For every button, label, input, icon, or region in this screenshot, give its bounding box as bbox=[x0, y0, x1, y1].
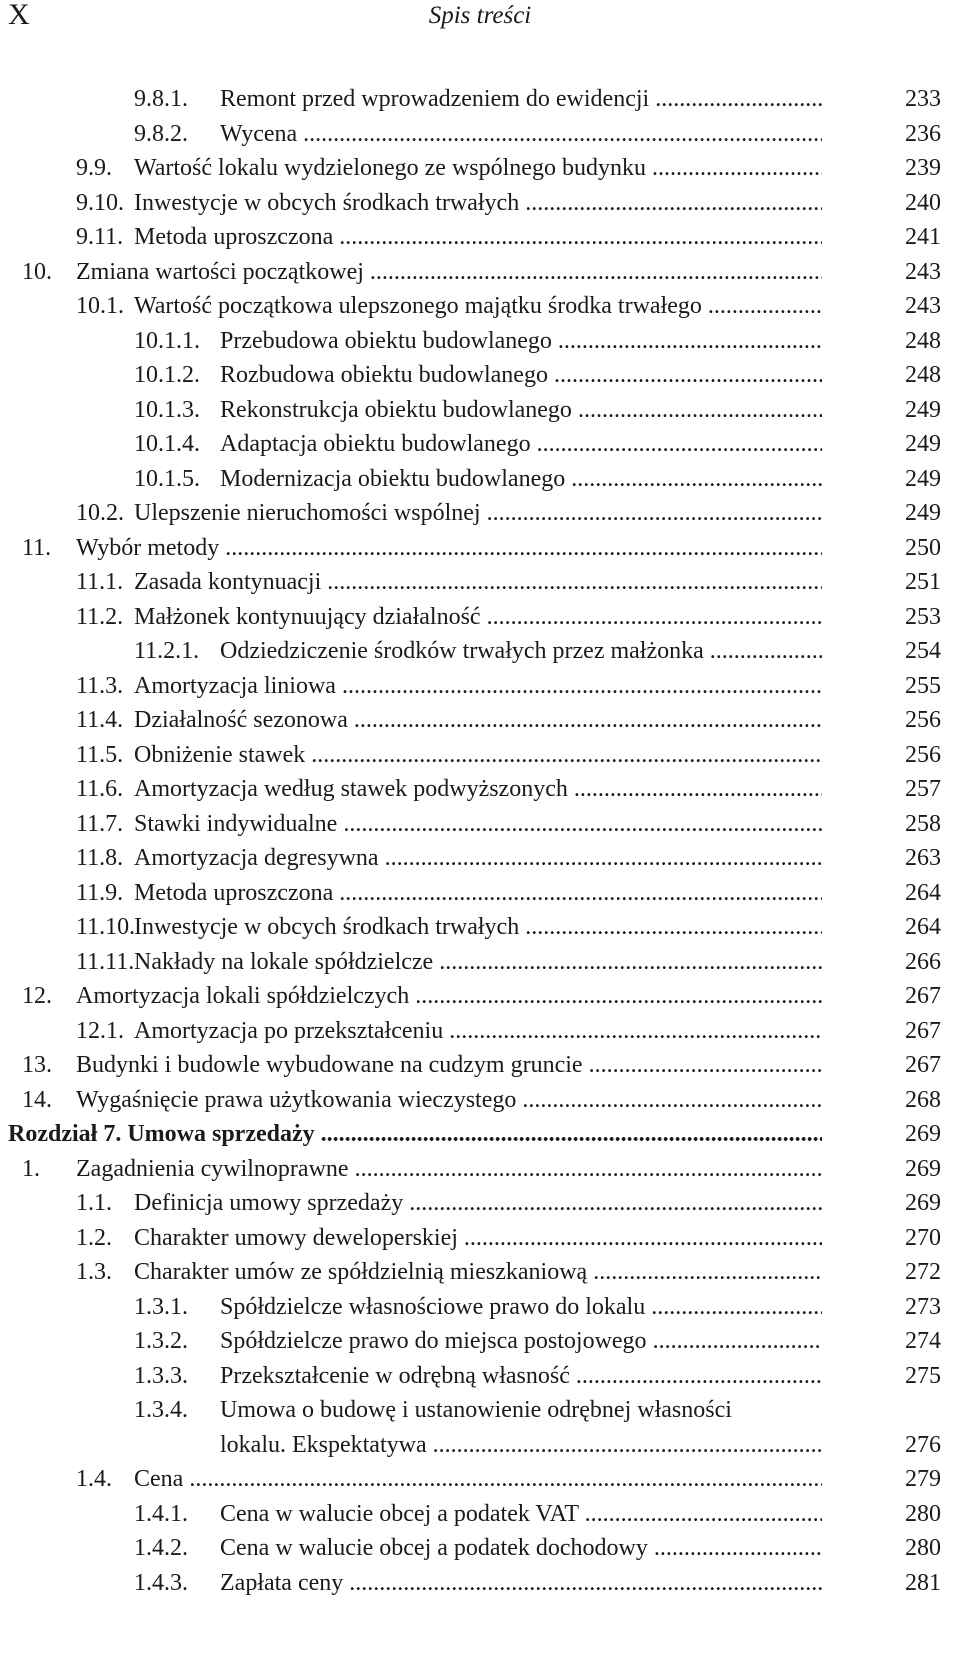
toc-entry-page: 258 bbox=[905, 810, 941, 837]
toc-entry-title: Działalność sezonowa ..... bbox=[134, 703, 822, 738]
toc-entry-number: 11.6. bbox=[76, 776, 124, 802]
toc-entry-title: Cena w walucie obcej a podatek VAT ..... bbox=[220, 1497, 822, 1532]
toc-entry bbox=[0, 117, 960, 152]
toc-entry bbox=[0, 1462, 960, 1497]
toc-entry-title: Wygaśnięcie prawa użytkowania wieczystego ..... bbox=[76, 1083, 822, 1118]
toc-entry bbox=[0, 1186, 960, 1221]
toc-entry-number: 1.4.2. bbox=[134, 1535, 188, 1561]
toc-entry bbox=[0, 186, 960, 221]
toc-entry-number: 1.1. bbox=[76, 1190, 112, 1216]
toc-entry bbox=[0, 1393, 960, 1462]
toc-entry-page: 267 bbox=[905, 1017, 941, 1044]
toc-entry-page: 240 bbox=[905, 189, 941, 216]
toc-entry-page: 243 bbox=[905, 258, 941, 285]
toc-entry-number: 11.11. bbox=[76, 948, 135, 975]
toc-entry-page: 276 bbox=[905, 1431, 941, 1458]
toc-entry-page: 275 bbox=[905, 1362, 941, 1389]
page-header bbox=[0, 0, 960, 40]
toc-entry bbox=[0, 255, 960, 290]
toc-entry bbox=[0, 1290, 960, 1325]
toc-entry bbox=[0, 393, 960, 428]
toc-entry-title: Wybór metody ..... bbox=[76, 531, 822, 566]
toc-entry bbox=[0, 1324, 960, 1359]
toc-entry-page: 274 bbox=[905, 1328, 941, 1354]
toc-entry-page: 267 bbox=[905, 983, 941, 1009]
toc-entry-title: Małżonek kontynuujący działalność ..... bbox=[134, 600, 822, 635]
toc-entry-title: Metoda uproszczona ..... bbox=[134, 876, 822, 911]
toc-entry bbox=[0, 600, 960, 635]
toc-entry-page: 256 bbox=[905, 707, 941, 733]
toc-entry-title: Charakter umów ze spółdzielnią mieszkaniową ..... bbox=[134, 1255, 822, 1290]
toc-entry-number: 11.1. bbox=[76, 569, 124, 595]
toc-entry bbox=[0, 427, 960, 462]
toc-entry-title: Cena ..... bbox=[134, 1462, 822, 1497]
running-title: Spis treści bbox=[428, 2, 532, 29]
toc-entry-number: 10.2. bbox=[76, 500, 124, 526]
toc-entry-number: 10.1.3. bbox=[134, 396, 200, 423]
toc-entry-title: Budynki i budowle wybudowane na cudzym gruncie ..... bbox=[76, 1048, 822, 1083]
toc-entry-title: Rekonstrukcja obiektu budowlanego ..... bbox=[220, 393, 822, 428]
toc-entry-title: Amortyzacja lokali spółdzielczych ..... bbox=[76, 979, 822, 1014]
toc-entry-title: Inwestycje w obcych środkach trwałych ..... bbox=[134, 910, 822, 945]
toc-entry-page: 250 bbox=[905, 534, 941, 561]
toc-entry-page: 263 bbox=[905, 845, 941, 871]
toc-entry-page: 253 bbox=[905, 603, 941, 630]
toc-entry-number: 14. bbox=[22, 1086, 52, 1113]
toc-entry-page: 249 bbox=[905, 396, 941, 423]
toc-entry-number: 11. bbox=[22, 534, 52, 561]
toc-entry bbox=[0, 772, 960, 807]
toc-entry-title: Definicja umowy sprzedaży ..... bbox=[134, 1186, 822, 1221]
toc-entry bbox=[0, 807, 960, 842]
toc-entry-number: 9.10. bbox=[76, 189, 124, 216]
toc-entry-title: Charakter umowy deweloperskiej ..... bbox=[134, 1221, 822, 1256]
toc-entry-title: Zmiana wartości początkowej ..... bbox=[76, 255, 822, 290]
toc-entry-title: Amortyzacja według stawek podwyższonych ..... bbox=[134, 772, 822, 807]
toc-entry bbox=[0, 462, 960, 497]
toc-entry bbox=[0, 358, 960, 393]
toc-entry-title: Amortyzacja po przekształceniu ..... bbox=[134, 1014, 822, 1049]
toc-entry-page: 280 bbox=[905, 1500, 941, 1527]
toc-entry-number: 1.4.3. bbox=[134, 1569, 188, 1596]
toc-entry-page: 273 bbox=[905, 1293, 941, 1320]
toc-entry bbox=[0, 945, 960, 980]
toc-entry-page: 264 bbox=[905, 914, 941, 940]
toc-entry-title: Amortyzacja degresywna ..... bbox=[134, 841, 822, 876]
toc-entry-number: 10.1.1. bbox=[134, 327, 200, 354]
toc-entry-number: 10.1.2. bbox=[134, 362, 200, 388]
toc-entry-title: Spółdzielcze prawo do miejsca postojowego ..... bbox=[220, 1324, 822, 1359]
toc-entry-title: Modernizacja obiektu budowlanego ..... bbox=[220, 462, 822, 497]
toc-entry-number: 11.3. bbox=[76, 672, 124, 699]
toc-entry bbox=[0, 151, 960, 186]
toc-entry bbox=[0, 669, 960, 704]
toc-entry-title: Przebudowa obiektu budowlanego ..... bbox=[220, 324, 822, 359]
toc-entry-number: 13. bbox=[22, 1052, 52, 1078]
toc-entry-title: Odziedziczenie środków trwałych przez małżonka ..... bbox=[220, 634, 822, 669]
toc-entry-title: Adaptacja obiektu budowlanego ..... bbox=[220, 427, 822, 462]
toc-entry-title-continued: lokalu. Ekspektatywa ..... bbox=[220, 1428, 822, 1463]
toc-entry-page: 249 bbox=[905, 431, 941, 457]
toc-entry bbox=[0, 1117, 960, 1152]
chapter-title: Rozdział 7. Umowa sprzedaży ..... bbox=[8, 1117, 822, 1152]
toc-entry-title: Wartość lokalu wydzielonego ze wspólnego budynku ..... bbox=[134, 151, 822, 186]
toc-entry-page: 279 bbox=[905, 1466, 941, 1492]
toc-entry bbox=[0, 220, 960, 255]
toc-entry bbox=[0, 1014, 960, 1049]
toc-entry-page: 269 bbox=[905, 1121, 941, 1147]
toc-entry-title: Spółdzielcze własnościowe prawo do lokalu ..... bbox=[220, 1290, 822, 1325]
toc-entry-number: 10.1. bbox=[76, 293, 124, 319]
toc-entry bbox=[0, 565, 960, 600]
toc-entry-title: Zapłata ceny ..... bbox=[220, 1566, 822, 1601]
toc-entry bbox=[0, 1566, 960, 1601]
table-of-contents bbox=[0, 82, 960, 1600]
toc-entry bbox=[0, 1083, 960, 1118]
toc-entry-number: 11.7. bbox=[76, 810, 124, 837]
toc-entry bbox=[0, 496, 960, 531]
toc-entry-number: 1.3.4. bbox=[134, 1397, 188, 1423]
toc-entry bbox=[0, 634, 960, 669]
toc-entry-number: 12.1. bbox=[76, 1017, 124, 1044]
toc-entry-page: 243 bbox=[905, 293, 941, 319]
toc-entry-title: Metoda uproszczona ..... bbox=[134, 220, 822, 255]
toc-entry bbox=[0, 979, 960, 1014]
toc-entry bbox=[0, 1255, 960, 1290]
toc-entry-number: 11.2.1. bbox=[134, 638, 200, 664]
toc-entry-page: 280 bbox=[905, 1535, 941, 1561]
toc-entry-number: 10. bbox=[22, 258, 52, 285]
toc-entry-number: 9.8.1. bbox=[134, 86, 188, 112]
toc-entry-page: 272 bbox=[905, 1259, 941, 1285]
toc-entry bbox=[0, 1359, 960, 1394]
toc-entry-number: 9.11. bbox=[76, 224, 124, 250]
toc-entry-title: Nakłady na lokale spółdzielcze ..... bbox=[134, 945, 822, 980]
toc-entry-number: 1.3.2. bbox=[134, 1328, 188, 1354]
toc-entry-page: 256 bbox=[905, 741, 941, 768]
toc-entry-title: Rozbudowa obiektu budowlanego ..... bbox=[220, 358, 822, 393]
toc-entry-title: Obniżenie stawek ..... bbox=[134, 738, 822, 773]
toc-entry-page: 269 bbox=[905, 1190, 941, 1216]
toc-entry-number: 1.4. bbox=[76, 1466, 112, 1492]
toc-entry bbox=[0, 1497, 960, 1532]
toc-entry-number: 11.9. bbox=[76, 879, 124, 906]
toc-entry bbox=[0, 841, 960, 876]
toc-entry-page: 268 bbox=[905, 1086, 941, 1113]
toc-entry-page: 267 bbox=[905, 1052, 941, 1078]
toc-entry-page: 264 bbox=[905, 879, 941, 906]
toc-entry bbox=[0, 876, 960, 911]
toc-entry-title: Wycena ..... bbox=[220, 117, 822, 152]
toc-entry-number: 11.8. bbox=[76, 845, 124, 871]
toc-entry-page: 239 bbox=[905, 155, 941, 181]
toc-entry-title: Umowa o budowę i ustanowienie odrębnej własności bbox=[220, 1397, 732, 1423]
toc-entry-number: 12. bbox=[22, 983, 52, 1009]
toc-entry bbox=[0, 1048, 960, 1083]
toc-entry-number: 1. bbox=[22, 1155, 40, 1182]
toc-entry-number: 1.4.1. bbox=[134, 1500, 188, 1527]
toc-entry-number: 11.10. bbox=[76, 914, 136, 940]
toc-entry-page: 233 bbox=[905, 86, 941, 112]
toc-entry bbox=[0, 82, 960, 117]
toc-entry-page: 266 bbox=[905, 948, 941, 975]
toc-entry-title: Cena w walucie obcej a podatek dochodowy ..... bbox=[220, 1531, 822, 1566]
toc-entry-number: 1.3. bbox=[76, 1259, 112, 1285]
toc-entry-number: 1.2. bbox=[76, 1224, 112, 1251]
toc-entry-title: Zasada kontynuacji ..... bbox=[134, 565, 822, 600]
toc-entry-title: Remont przed wprowadzeniem do ewidencji ..... bbox=[220, 82, 822, 117]
toc-entry-title: Wartość początkowa ulepszonego majątku środka trwałego ..... bbox=[134, 289, 822, 324]
toc-entry-page: 249 bbox=[905, 465, 941, 492]
toc-entry-title: Inwestycje w obcych środkach trwałych ..... bbox=[134, 186, 822, 221]
toc-entry bbox=[0, 324, 960, 359]
toc-entry bbox=[0, 703, 960, 738]
toc-entry-number: 10.1.4. bbox=[134, 431, 200, 457]
toc-entry-page: 248 bbox=[905, 327, 941, 354]
toc-entry bbox=[0, 289, 960, 324]
toc-entry-title: Stawki indywidualne ..... bbox=[134, 807, 822, 842]
toc-entry-title: Amortyzacja liniowa ..... bbox=[134, 669, 822, 704]
toc-entry bbox=[0, 1221, 960, 1256]
toc-entry bbox=[0, 910, 960, 945]
toc-entry-number: 11.5. bbox=[76, 741, 124, 768]
toc-entry-number: 1.3.3. bbox=[134, 1362, 188, 1389]
toc-entry bbox=[0, 1152, 960, 1187]
toc-entry-number: 9.9. bbox=[76, 155, 112, 181]
toc-entry-page: 249 bbox=[905, 500, 941, 526]
toc-entry-number: 11.4. bbox=[76, 707, 124, 733]
toc-entry-page: 236 bbox=[905, 120, 941, 147]
toc-entry bbox=[0, 738, 960, 773]
toc-entry-title: Przekształcenie w odrębną własność ..... bbox=[220, 1359, 822, 1394]
toc-entry-page: 251 bbox=[905, 569, 941, 595]
toc-entry bbox=[0, 1531, 960, 1566]
toc-entry-page: 270 bbox=[905, 1224, 941, 1251]
toc-entry-page: 241 bbox=[905, 224, 941, 250]
toc-entry-number: 9.8.2. bbox=[134, 120, 188, 147]
toc-entry-page: 248 bbox=[905, 362, 941, 388]
toc-entry-number: 10.1.5. bbox=[134, 465, 200, 492]
toc-entry-page: 255 bbox=[905, 672, 941, 699]
toc-entry-page: 254 bbox=[905, 638, 941, 664]
toc-entry bbox=[0, 531, 960, 566]
toc-entry-title: Zagadnienia cywilnoprawne ..... bbox=[76, 1152, 822, 1187]
toc-entry-number: 1.3.1. bbox=[134, 1293, 188, 1320]
toc-entry-title: Ulepszenie nieruchomości wspólnej ..... bbox=[134, 496, 822, 531]
toc-entry-page: 281 bbox=[905, 1569, 941, 1596]
toc-entry-page: 257 bbox=[905, 776, 941, 802]
toc-entry-number: 11.2. bbox=[76, 603, 124, 630]
page-number: X bbox=[8, 0, 30, 31]
toc-entry-page: 269 bbox=[905, 1155, 941, 1182]
